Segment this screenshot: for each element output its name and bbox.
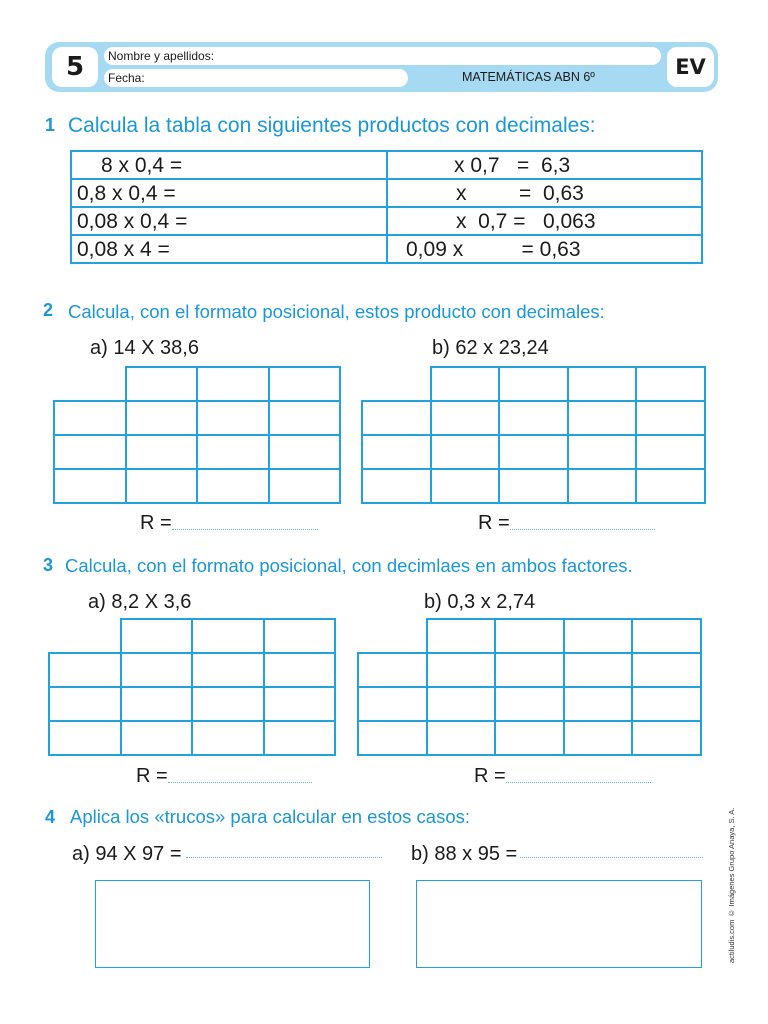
grid-cell [126,469,198,503]
grid-row [49,721,335,755]
grid-cell [632,619,701,653]
product-cell-left: 0,8 x 0,4 = [71,179,387,207]
grid-cell [49,721,121,755]
grid-blank-corner [362,367,431,401]
grid-cell [568,469,637,503]
grid-cell [121,653,193,687]
exercise-title: Calcula, con el formato posicional, con decimlaes en ambos factores. [65,555,633,576]
grid-cell [126,401,198,435]
grid-cell [358,721,427,755]
grid-cell [197,401,269,435]
grid-row [358,653,701,687]
problem-b-label: b) 88 x 95 = [411,843,518,865]
result-answer-line [510,529,655,530]
result-answer-line [168,782,312,783]
grid-cell [499,435,568,469]
grid-cell [632,721,701,755]
grid-cell [427,653,496,687]
table-row [71,235,702,263]
grid-row [49,619,335,653]
grid-cell [499,367,568,401]
problem-b-label: b) 0,3 x 2,74 [424,591,536,613]
result-label: R = [474,765,506,787]
grid-cell [431,469,500,503]
grid-cell [192,687,264,721]
grid-cell [362,401,431,435]
grid-row [358,687,701,721]
grid-cell [495,687,564,721]
grid-cell [427,619,496,653]
grid-cell [568,367,637,401]
grid-cell [192,653,264,687]
grid-cell [636,367,705,401]
grid-row [54,469,340,503]
grid-cell [636,435,705,469]
grid-cell [632,653,701,687]
grid-cell [564,687,633,721]
positional-grid-b [357,618,702,756]
grid-cell [495,653,564,687]
grid-blank-corner [49,619,121,653]
table-row [71,207,702,235]
grid-row [49,653,335,687]
grid-cell [431,401,500,435]
work-box-a [95,880,370,968]
name-label: Nombre y apellidos: [108,49,215,63]
grid-cell [636,401,705,435]
problem-a-label: a) 94 X 97 = [72,843,182,865]
grid-cell [499,469,568,503]
work-box-b [416,880,702,968]
grid-row [362,401,705,435]
grid-cell [49,653,121,687]
product-cell-right: x = 0,63 [387,179,702,207]
evaluation-badge: EV [667,47,714,87]
exercise-number: 1 [45,115,56,135]
product-cell-left: 0,08 x 4 = [71,235,387,263]
product-cell-left: 8 x 0,4 = [71,151,387,179]
grid-blank-corner [358,619,427,653]
unit-number-badge: 5 [52,47,98,87]
positional-grid-a [53,366,341,504]
grid-cell [197,367,269,401]
result-label: R = [136,765,168,787]
grid-row [362,469,705,503]
grid-cell [358,653,427,687]
grid-cell [564,721,633,755]
grid-cell [197,435,269,469]
exercise-number: 4 [45,807,56,827]
grid-cell [269,435,341,469]
problem-a-label: a) 14 X 38,6 [90,337,199,359]
grid-blank-corner [54,367,126,401]
grid-cell [264,721,336,755]
name-field [104,47,661,65]
table-row [71,151,702,179]
grid-cell [192,721,264,755]
copyright-credit: actiludis.com © Imágenes Grupo Anaya, S. A. [727,807,736,963]
grid-cell [632,687,701,721]
grid-row [358,721,701,755]
subject-label: MATEMÁTICAS ABN 6º [462,70,595,84]
grid-cell [495,619,564,653]
grid-cell [431,435,500,469]
grid-cell [636,469,705,503]
grid-row [362,367,705,401]
grid-cell [362,435,431,469]
grid-cell [358,687,427,721]
date-label: Fecha: [108,71,145,85]
exercise-number: 2 [43,300,54,320]
product-cell-right: x 0,7 = 0,063 [387,207,702,235]
problem-b-label: b) 62 x 23,24 [432,337,549,359]
result-label: R = [140,512,172,534]
grid-cell [427,687,496,721]
result-answer-line [172,529,318,530]
grid-row [362,435,705,469]
problem-a-label: a) 8,2 X 3,6 [88,591,192,613]
grid-cell [121,687,193,721]
grid-cell [54,401,126,435]
problem-b-answer-line [520,857,703,858]
exercise-title: Aplica los «trucos» para calcular en estos casos: [70,806,471,827]
exercise-number: 3 [43,555,54,575]
grid-cell [121,619,193,653]
grid-cell [192,619,264,653]
grid-cell [564,653,633,687]
grid-cell [54,435,126,469]
product-cell-right: x 0,7 = 6,3 [387,151,702,179]
products-table [70,150,703,264]
product-cell-right: 0,09 x = 0,63 [387,235,702,263]
product-cell-left: 0,08 x 0,4 = [71,207,387,235]
grid-cell [564,619,633,653]
grid-cell [126,367,198,401]
grid-cell [197,469,269,503]
grid-cell [126,435,198,469]
grid-cell [269,367,341,401]
exercise-title: Calcula, con el formato posicional, estos producto con decimales: [68,301,605,322]
grid-row [49,687,335,721]
positional-grid-b [361,366,706,504]
problem-a-answer-line [186,857,382,858]
grid-cell [427,721,496,755]
grid-cell [568,401,637,435]
grid-cell [499,401,568,435]
grid-cell [54,469,126,503]
grid-cell [264,653,336,687]
grid-cell [431,367,500,401]
grid-row [54,435,340,469]
grid-row [54,367,340,401]
grid-cell [269,469,341,503]
table-row [71,179,702,207]
grid-cell [49,687,121,721]
grid-cell [568,435,637,469]
grid-cell [121,721,193,755]
grid-row [358,619,701,653]
grid-cell [264,687,336,721]
exercise-title: Calcula la tabla con siguientes productos con decimales: [68,114,596,137]
result-label: R = [478,512,510,534]
positional-grid-a [48,618,336,756]
grid-row [54,401,340,435]
grid-cell [495,721,564,755]
grid-cell [362,469,431,503]
grid-cell [269,401,341,435]
date-field [104,69,408,87]
grid-cell [264,619,336,653]
result-answer-line [506,782,651,783]
